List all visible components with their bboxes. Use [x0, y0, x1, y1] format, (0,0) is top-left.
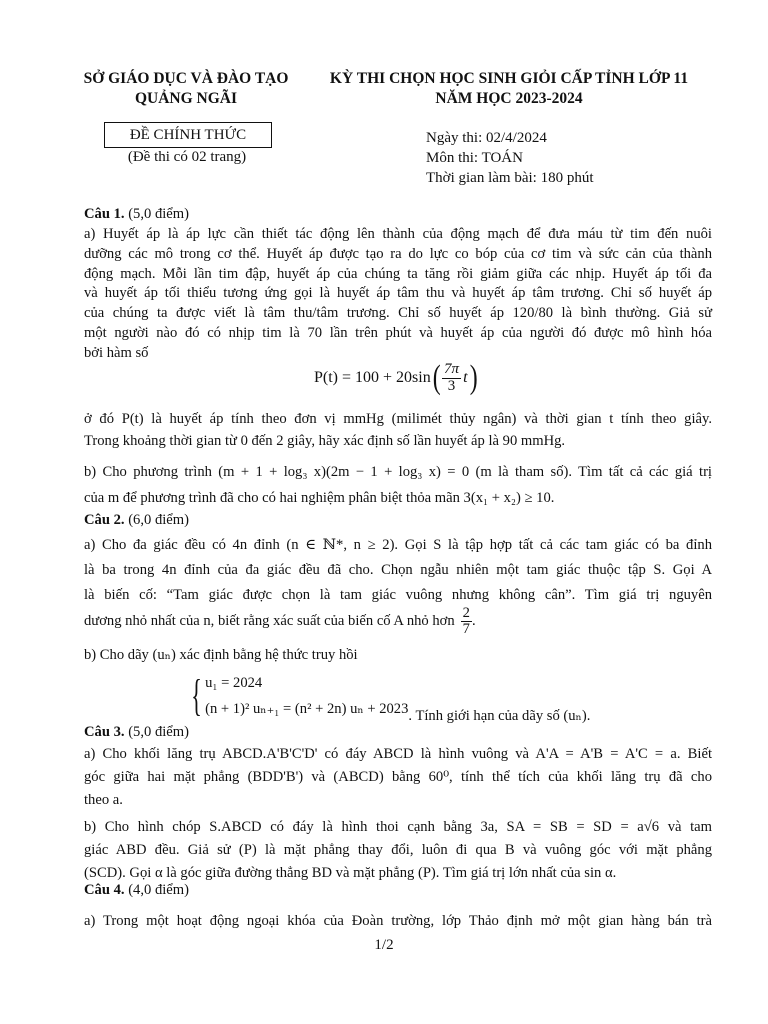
q3a-line: theo a. — [84, 792, 123, 808]
question-1-title: Câu 1. — [84, 206, 125, 222]
question-3-heading — [84, 724, 189, 741]
question-2-title: Câu 2. — [84, 512, 125, 528]
q1a-line: động mạch. Mỗi lần tim đập, huyết áp của chúng ta tăng rồi giảm giữa các nhịp. Huyết áp tối đa — [84, 265, 712, 282]
school-year: NĂM HỌC 2023-2024 — [435, 90, 583, 107]
q1a-line: và huyết áp tối thiểu tương ứng gọi là huyết áp tâm thu và huyết áp tâm trương. Chỉ số huyết áp — [84, 285, 712, 302]
official-label: ĐỀ CHÍNH THỨC — [129, 127, 247, 143]
q2a-line: là ba trong 4n đỉnh của đa giác đều đã cho. Chọn ngẫu nhiên một tam giác thuộc tập S. Gọi A — [84, 562, 712, 578]
question-4-heading — [84, 882, 189, 899]
question-2-points: (6,0 điểm) — [124, 512, 189, 528]
question-2b-intro: b) Cho dãy (uₙ) xác định bằng hệ thức truy hồi — [84, 647, 358, 663]
question-3-points: (5,0 điểm) — [124, 724, 189, 740]
question-1b-text — [84, 459, 712, 511]
province-name: QUẢNG NGÃI — [134, 90, 238, 107]
recurrence-system: { u₁ = 2024 (n + 1)² uₙ₊₁ = (n² + 2n) uₙ + 2023 . Tính giới hạn của dãy số (uₙ). — [191, 671, 591, 724]
question-4-points: (4,0 điểm) — [124, 882, 189, 898]
formula-denominator: 3 — [447, 377, 456, 394]
q3b-line: b) Cho hình chóp S.ABCD có đáy là hình thoi cạnh bằng 3a, SA = SB = SD = a√6 và tam — [84, 819, 712, 835]
probability-fraction — [461, 606, 472, 638]
exam-title: KỲ THI CHỌN HỌC SINH GIỎI CẤP TỈNH LỚP 11 — [329, 70, 689, 87]
page-number: 1/2 — [374, 937, 394, 953]
question-1a-after — [84, 408, 712, 452]
q3b-line: giác ABD đều. Giả sử (P) là mặt phẳng thay đổi, luôn đi qua B và vuông góc với mặt phẳng — [84, 842, 712, 858]
question-2a-last: dương nhỏ nhất của n, biết rằng xác suất của biến cố A nhỏ hơn $\frac{2}{7}$ . — [84, 605, 476, 638]
q1b-line: của m để phương trình đã cho có hai nghiệm phân biệt thỏa mãn 3(x₁ + x₂) ≥ 10. — [84, 490, 555, 506]
department-name: SỞ GIÁO DỤC VÀ ĐÀO TẠO — [83, 70, 289, 87]
question-1-heading — [84, 206, 189, 223]
formula-left: P(t) = 100 + 20sin — [314, 369, 431, 386]
q1a-line: một người nào đó có nhịp tim là 70 lần trên phút và huyết áp của người đó được mô hình hóa — [84, 324, 712, 341]
question-2-heading — [84, 512, 189, 529]
question-3b-text — [84, 816, 712, 885]
formula-numerator: 7π — [444, 360, 460, 377]
q1a-after-line: Trong khoảng thời gian từ 0 đến 2 giây, hãy xác định số lần huyết áp là 90 mmHg. — [84, 433, 566, 449]
q1a-line: bởi hàm số — [84, 344, 149, 361]
question-2b-tail: . Tính giới hạn của dãy số (uₙ). — [408, 708, 591, 724]
q1a-line: của chúng ta được viết là tâm thu/tâm trương. Chỉ số huyết áp 120/80 là bình thường. Giả sử — [84, 305, 712, 322]
official-label-box — [104, 122, 272, 148]
q3a-line: a) Cho khối lăng trụ ABCD.A'B'C'D' có đáy ABCD là hình vuông và A'A = A'B = A'C = a. Biết — [84, 746, 712, 762]
question-3a-text — [84, 743, 712, 812]
system-line-2: (n + 1)² uₙ₊₁ = (n² + 2n) uₙ + 2023 — [205, 701, 409, 717]
q2a-line-4: dương nhỏ nhất của n, biết rằng xác suất của biến cố A nhỏ hơn — [84, 613, 455, 630]
question-2a-text — [84, 533, 712, 608]
blood-pressure-formula: P(t) = 100 + 20sin ( $\frac{7\pi}{3}$ t ) — [314, 359, 478, 396]
q4a-line: a) Trong một hoạt động ngoại khóa của Đoàn trường, lớp Thảo định mở một gian hàng bán trà — [84, 913, 712, 929]
probability-numerator: 2 — [462, 605, 470, 621]
formula-variable: t — [463, 369, 468, 386]
page-count-note: (Đề thi có 02 trang) — [127, 149, 247, 165]
exam-duration: Thời gian làm bài: 180 phút — [426, 170, 594, 186]
q1a-line: dưỡng các mô trong cơ thể. Huyết áp được tạo ra do lực co bóp của cơ tim và sức cản của thành — [84, 245, 712, 262]
q3a-line: góc giữa hai mặt phẳng (BDD'B') và (ABCD) bằng 60⁰, tính thể tích của khối lăng trụ đã cho — [84, 769, 712, 785]
question-3-title: Câu 3. — [84, 724, 125, 740]
q3b-line: (SCD). Gọi α là góc giữa đường thẳng BD và mặt phẳng (P). Tìm giá trị lớn nhất của sin α. — [84, 865, 617, 881]
formula-fraction — [442, 362, 461, 395]
question-1a-text — [84, 225, 712, 364]
exam-date: Ngày thi: 02/4/2024 — [426, 130, 547, 146]
exam-subject: Môn thi: TOÁN — [426, 150, 523, 166]
q1a-line: a) Huyết áp là áp lực cần thiết tác động lên thành của động mạch để đưa máu từ tim đến nuôi — [84, 226, 712, 242]
q2a-line: a) Cho đa giác đều có 4n đỉnh (n ∈ ℕ*, n ≥ 2). Gọi S là tập hợp tất cả các tam giác có ba đỉnh — [84, 537, 712, 553]
q1a-after-line: ở đó P(t) là huyết áp tính theo đơn vị mmHg (milimét thủy ngân) và thời gian t tính theo giây. — [84, 411, 712, 427]
probability-denominator: 7 — [462, 621, 470, 638]
q1b-line: b) Cho phương trình (m + 1 + log₃ x)(2m − 1 + log₃ x) = 0 (m là tham số). Tìm tất cả các giá trị — [84, 464, 712, 480]
question-4-title: Câu 4. — [84, 882, 125, 898]
q2a-line: là biến cố: “Tam giác được chọn là tam giác vuông nhưng không cân”. Tìm giá trị nguyên — [84, 587, 712, 603]
question-4a-text — [84, 912, 712, 932]
system-line-1: u₁ = 2024 — [205, 675, 263, 691]
question-1-points: (5,0 điểm) — [124, 206, 189, 222]
